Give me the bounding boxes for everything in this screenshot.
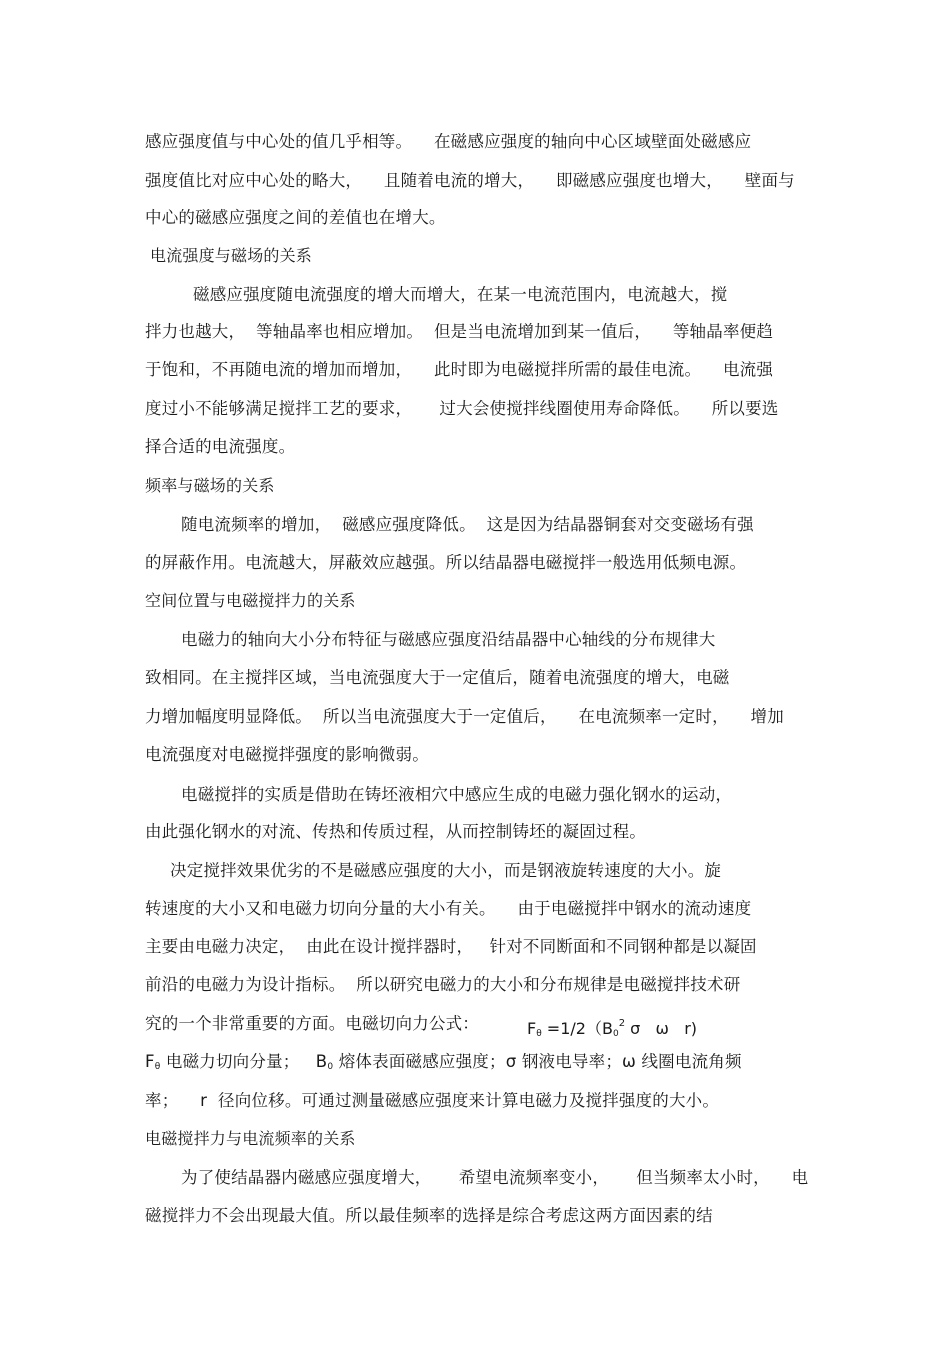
paragraph-line: 究的一个非常重要的方面。电磁切向力公式： (145, 1014, 479, 1033)
paragraph-line: 电磁搅拌的实质是借助在铸坯液相穴中感应生成的电磁力强化钢水的运动， (181, 785, 733, 804)
section-heading: 电流强度与磁场的关系 (150, 246, 313, 265)
paragraph-line: 拌力也越大， 等轴晶率也相应增加。 但是当电流增加到某一值后， 等轴晶率便趋 (145, 322, 774, 341)
formula-definitions: $F_\theta$ 电磁力切向分量； $B_0$ 熔体表面磁感应强度；σ 钢液电导率；ω 线圈电流角频 (145, 1052, 742, 1072)
paragraph-line: 率； r 径向位移。可通过测量磁感应强度来计算电磁力及搅拌强度的大小。 (145, 1091, 720, 1110)
paragraph-line: 择合适的电流强度。 (145, 437, 296, 456)
paragraph-line: 电磁力的轴向大小分布特征与磁感应强度沿结晶器中心轴线的分布规律大 (181, 630, 716, 649)
paragraph-line: 的屏蔽作用。电流越大，屏蔽效应越强。所以结晶器电磁搅拌一般选用低频电源。 (145, 553, 747, 572)
paragraph-line: 度过小不能够满足搅拌工艺的要求， 过大会使搅拌线圈使用寿命降低。 所以要选 (145, 399, 779, 418)
section-heading: 空间位置与电磁搅拌力的关系 (145, 591, 356, 610)
paragraph-line: 由此强化钢水的对流、传热和传质过程，从而控制铸坯的凝固过程。 (145, 822, 646, 841)
paragraph-line: 于饱和，不再随电流的增加而增加， 此时即为电磁搅拌所需的最佳电流。 电流强 (145, 360, 774, 379)
paragraph-line: 磁搅拌力不会出现最大值。所以最佳频率的选择是综合考虑这两方面因素的结 (145, 1206, 713, 1225)
section-heading: 频率与磁场的关系 (145, 476, 275, 495)
paragraph-line: 决定搅拌效果优劣的不是磁感应强度的大小，而是钢液旋转速度的大小。旋 (170, 861, 722, 880)
section-heading: 电磁搅拌力与电流频率的关系 (145, 1129, 356, 1148)
paragraph-line: 随电流频率的增加， 磁感应强度降低。 这是因为结晶器铜套对交变磁场有强 (181, 515, 754, 534)
paragraph-line: 主要由电磁力决定， 由此在设计搅拌器时， 针对不同断面和不同钢种都是以凝固 (145, 937, 757, 956)
paragraph-line: 磁感应强度随电流强度的增大而增大，在某一电流范围内，电流越大，搅 (193, 285, 728, 304)
paragraph-line: 强度值比对应中心处的略大， 且随着电流的增大， 即磁感应强度也增大， 壁面与 (145, 171, 795, 190)
paragraph-line: 前沿的电磁力为设计指标。 所以研究电磁力的大小和分布规律是电磁搅拌技术研 (145, 975, 741, 994)
paragraph-line: 感应强度值与中心处的值几乎相等。 在磁感应强度的轴向中心区域壁面处磁感应 (145, 132, 752, 151)
paragraph-line: 为了使结晶器内磁感应强度增大， 希望电流频率变小， 但当频率太小时， 电 (181, 1168, 809, 1187)
paragraph-line: 转速度的大小又和电磁力切向分量的大小有关。 由于电磁搅拌中钢水的流动速度 (145, 899, 752, 918)
paragraph-line: 致相同。在主搅拌区域，当电流强度大于一定值后，随着电流强度的增大，电磁 (145, 668, 730, 687)
paragraph-line: 力增加幅度明显降低。 所以当电流强度大于一定值后， 在电流频率一定时， 增加 (145, 707, 784, 726)
paragraph-line: 中心的磁感应强度之间的差值也在增大。 (145, 208, 446, 227)
paragraph-line: 电流强度对电磁搅拌强度的影响微弱。 (145, 745, 429, 764)
tangential-force-formula: $F_\theta =1/2(B_0^2$ σ ω r) (527, 1018, 698, 1039)
